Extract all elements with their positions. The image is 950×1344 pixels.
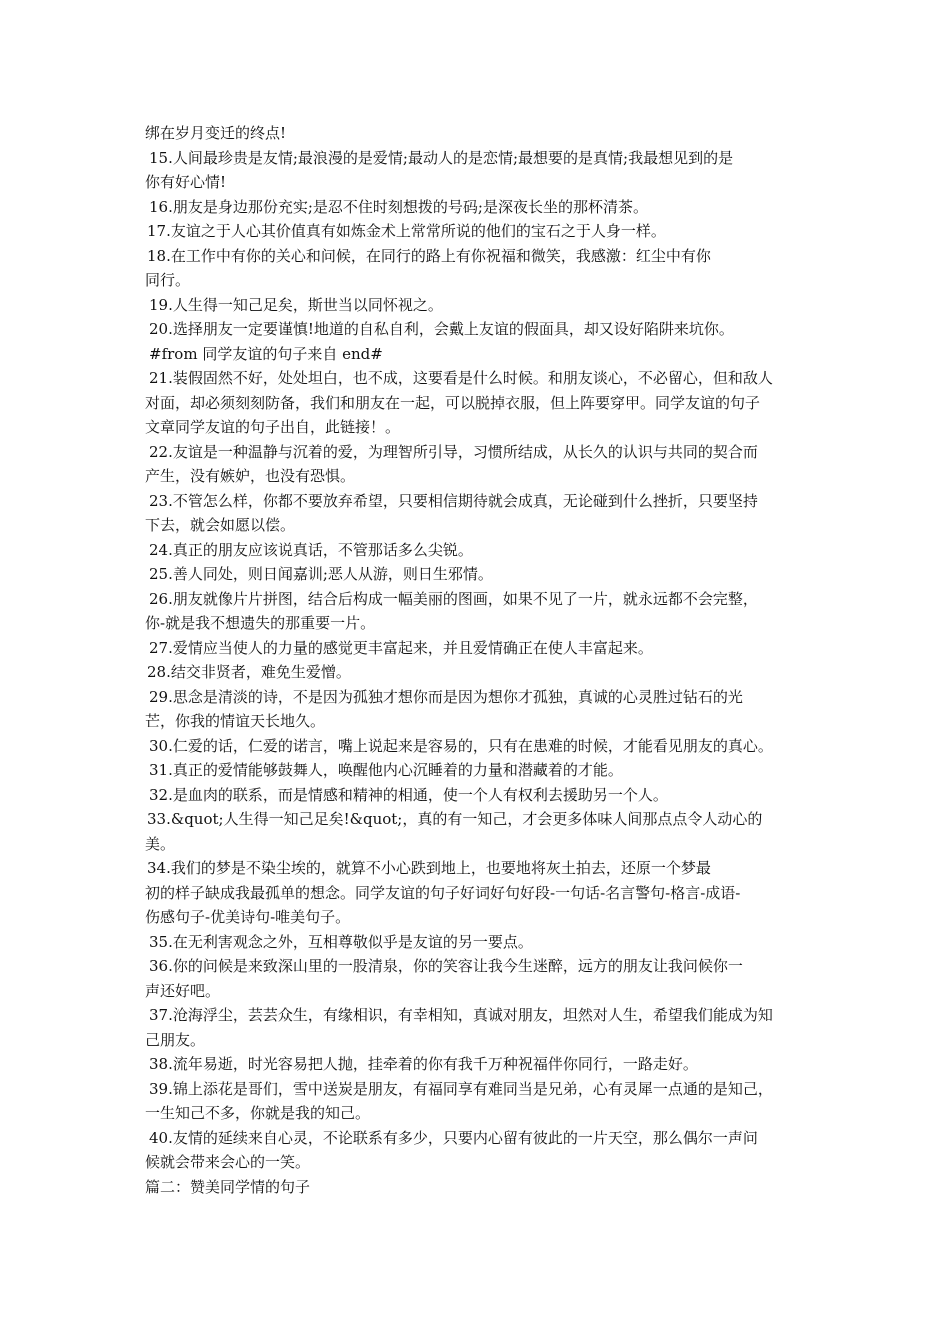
text-line: 文章同学友谊的句子出自，此链接！。 <box>145 418 401 436</box>
text-line: 23.不管怎么样，你都不要放弃希望，只要相信期待就会成真，无论碰到什么挫折，只要坚持 <box>149 491 758 510</box>
text-line: 27.爱情应当使人的力量的感觉更丰富起来，并且爱情确正在使人丰富起来。 <box>149 638 653 657</box>
text-line: 声还好吧。 <box>145 981 221 1000</box>
text-line: 24.真正的朋友应该说真话，不管那话多么尖锐。 <box>149 540 473 559</box>
text-line: 己朋友。 <box>145 1030 206 1049</box>
text-line: 22.友谊是一种温静与沉着的爱，为理智所引导，习惯所结成，从长久的认识与共同的契合而 <box>149 442 758 461</box>
text-line: 40.友情的延续来自心灵，不论联系有多少，只要内心留有彼此的一片天空，那么偶尔一声问 <box>149 1128 758 1147</box>
text-line: 29.思念是清淡的诗，不是因为孤独才想你而是因为想你才孤独，真诚的心灵胜过钻石的光 <box>149 687 743 706</box>
text-line: 20.选择朋友一定要谨慎!地道的自私自利，会戴上友谊的假面具，却又设好陷阱来坑你。 <box>149 320 734 338</box>
text-line: 下去，就会如愿以偿。 <box>145 516 296 534</box>
text-line: 美。 <box>145 834 176 853</box>
text-line: 39.锦上添花是哥们，雪中送炭是朋友，有福同享有难同当是兄弟，心有灵犀一点通的是知己， <box>149 1079 773 1098</box>
text-line: 37.沧海浮尘，芸芸众生，有缘相识，有幸相知，真诚对朋友，坦然对人生，希望我们能成为知 <box>149 1006 773 1024</box>
text-line: 35.在无利害观念之外，互相尊敬似乎是友谊的另一要点。 <box>149 932 533 951</box>
text-line: 32.是血肉的联系，而是情感和精神的相通，使一个人有权利去援助另一个人。 <box>149 785 668 804</box>
text-line: 21.装假固然不好，处处坦白，也不成，这要看是什么时候。和朋友谈心，不必留心，但和敌人 <box>149 369 773 387</box>
text-line: 18.在工作中有你的关心和问候，在同行的路上有你祝福和微笑，我感激：红尘中有你 <box>147 246 711 265</box>
text-line: 15.人间最珍贵是友情;最浪漫的是爱情;最动人的是恋情;最想要的是真情;我最想见到的是 <box>149 148 734 167</box>
text-line: 你-就是我不想遗失的那重要一片。 <box>145 614 376 632</box>
text-line: 31.真正的爱情能够鼓舞人，唤醒他内心沉睡着的力量和潜藏着的才能。 <box>149 761 623 779</box>
text-line: 候就会带来会心的一笑。 <box>145 1153 311 1171</box>
text-line: 19.人生得一知己足矣，斯世当以同怀视之。 <box>149 295 443 314</box>
document-body <box>145 121 825 1199</box>
text-line: 16.朋友是身边那份充实;是忍不住时刻想拨的号码;是深夜长坐的那杯清茶。 <box>149 197 648 216</box>
text-line: 38.流年易逝，时光容易把人抛，挂牵着的你有我千万种祝福伴你同行，一路走好。 <box>149 1055 698 1073</box>
text-line: 26.朋友就像片片拼图，结合后构成一幅美丽的图画，如果不见了一片，就永远都不会完整， <box>149 589 758 608</box>
text-line: 你有好心情! <box>145 173 227 191</box>
text-line: 25.善人同处，则日闻嘉训;恶人从游，则日生邪情。 <box>149 565 493 583</box>
text-line: 一生知己不多，你就是我的知己。 <box>145 1104 371 1122</box>
text-line: 同行。 <box>145 271 191 289</box>
text-line: 对面，却必须刻刻防备，我们和朋友在一起，可以脱掉衣服，但上阵要穿甲。同学友谊的句子 <box>145 393 761 412</box>
text-line: 28.结交非贤者，难免生爱憎。 <box>147 663 351 681</box>
text-line: 36.你的问候是来致深山里的一股清泉，你的笑容让我今生迷醉，远方的朋友让我问候你一 <box>149 957 743 975</box>
section-heading: 篇二：赞美同学情的句子 <box>145 1177 311 1196</box>
text-line: #from 同学友谊的句子来自 end# <box>149 344 383 363</box>
text-line: 产生，没有嫉妒，也没有恐惧。 <box>145 467 356 485</box>
text-line: 30.仁爱的话，仁爱的诺言，嘴上说起来是容易的，只有在患难的时候，才能看见朋友的真心。 <box>149 736 773 755</box>
text-line: 初的样子缺成我最孤单的想念。同学友谊的句子好词好句好段-一句话-名言警句-格言-成语- <box>145 883 741 902</box>
text-line: 33.&quot;人生得一知己足矣!&quot;，真的有一知己，才会更多体味人间那点点令人动心的 <box>147 810 763 828</box>
text-line: 34.我们的梦是不染尘埃的，就算不小心跌到地上，也要地将灰土拍去，还原一个梦最 <box>147 859 711 877</box>
text-line: 绑在岁月变迁的终点! <box>145 124 287 142</box>
text-line: 芒，你我的情谊天长地久。 <box>145 712 326 730</box>
text-line: 17.友谊之于人心其价值真有如炼金术上常常所说的他们的宝石之于人身一样。 <box>147 222 666 240</box>
text-line: 伤感句子-优美诗句-唯美句子。 <box>145 908 351 926</box>
